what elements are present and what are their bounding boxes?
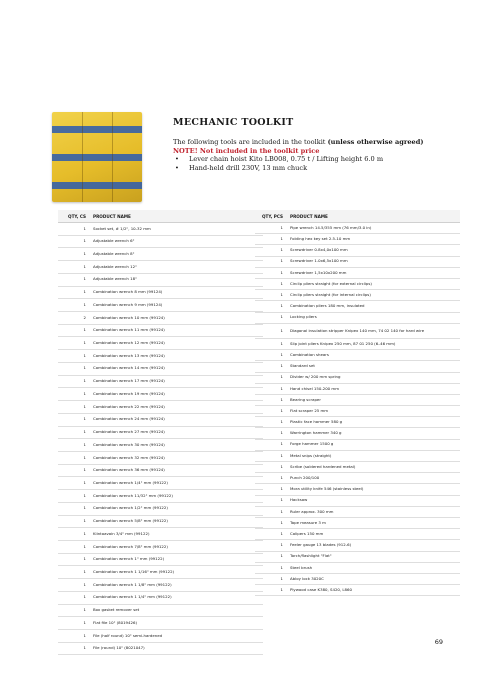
product-name-cell: Adjustable wrench 6"	[93, 238, 135, 244]
product-name-cell: Circlip pliers straight (for external circlips)	[290, 280, 372, 286]
table-row	[58, 274, 263, 287]
intro-plain: The following tools are included in the toolkit	[173, 138, 328, 146]
qty-cell: 1	[280, 340, 283, 346]
table-row	[58, 465, 263, 478]
qty-cell: 1	[280, 291, 283, 297]
table-row	[58, 592, 263, 605]
qty-cell: 1	[83, 365, 86, 371]
qty-column-header: QTY, CS	[68, 213, 86, 219]
qty-cell: 1	[280, 407, 283, 413]
product-name-cell: File (half round) 10" semi-hardened	[93, 632, 163, 638]
qty-cell: 1	[280, 419, 283, 425]
product-name-cell: Socket set, # 1/2", 10-32 mm	[93, 225, 151, 231]
extras-list	[173, 155, 463, 172]
qty-cell: 1	[280, 463, 283, 469]
product-name-cell: Forge hammer 1500 g	[290, 441, 334, 447]
table-row	[255, 540, 460, 551]
product-name-cell: Combination pliers 180 mm, insulated	[290, 303, 365, 309]
extras-item: • Lever chain hoist Kito LB008, 0.75 t / Lifting height 6.0 m	[173, 155, 463, 164]
table-row	[255, 585, 460, 596]
product-name-cell: Tape measure 3 m	[290, 519, 326, 525]
product-name-cell: Screwdriver 1.0x6,5x100 mm	[290, 258, 348, 264]
table-row	[58, 248, 263, 261]
table-row	[58, 427, 263, 440]
qty-cell: 1	[280, 269, 283, 275]
product-name-cell: Circlip pliers straight (for internal circlips)	[290, 291, 371, 297]
product-name-cell: Kiintoavain 3/4" mm (99122)	[93, 530, 150, 536]
qty-cell: 1	[280, 280, 283, 286]
product-name-cell: Adjustable wrench 18"	[93, 276, 137, 282]
table-row	[58, 299, 263, 312]
product-name-cell: Diagonal insulation stripper Knipex 140 mm, 74 02 140 for hard wire	[290, 327, 425, 333]
product-name-cell: Standard set	[290, 363, 315, 369]
table-row	[255, 313, 460, 324]
table-row	[58, 516, 263, 529]
table-row	[255, 473, 460, 484]
table-row	[255, 417, 460, 428]
qty-cell: 1	[83, 352, 86, 358]
table-header	[255, 210, 460, 223]
qty-cell: 1	[280, 564, 283, 570]
product-name-cell: Screwdriver 1,5x10x200 mm	[290, 269, 347, 275]
table-row	[58, 566, 263, 579]
intro-bold: (unless otherwise agreed)	[327, 138, 424, 146]
table-row	[255, 440, 460, 451]
table-row	[255, 384, 460, 395]
table-row	[58, 350, 263, 363]
product-name-cell: Combination wrench 1 1/8" mm (99122)	[93, 581, 172, 587]
qty-cell: 1	[280, 247, 283, 253]
product-name-cell: Metal snips (straight)	[290, 452, 332, 458]
qty-cell: 1	[280, 553, 283, 559]
qty-cell: 1	[280, 542, 283, 548]
qty-cell: 1	[83, 378, 86, 384]
table-row	[255, 529, 460, 540]
product-name-cell: Combination wrench 24 mm (99124)	[93, 416, 165, 422]
table-row	[255, 257, 460, 268]
table-row	[58, 401, 263, 414]
product-name-cell: Combination wrench 19 mm (99124)	[93, 390, 165, 396]
qty-cell: 1	[83, 492, 86, 498]
table-row	[255, 428, 460, 439]
table-row	[255, 301, 460, 312]
qty-cell: 1	[83, 251, 86, 256]
qty-cell: 1	[280, 519, 283, 525]
toolkit-header	[173, 117, 463, 172]
product-name-cell: Combination wrench 17 mm (99124)	[93, 378, 165, 384]
table-row	[58, 452, 263, 465]
product-name-cell: Combination wrench 11 mm (99124)	[93, 327, 165, 333]
product-name-cell: Pipe wrench 14.5/355 mm (76 mm/3.0 in)	[290, 224, 372, 230]
qty-cell: 1	[83, 301, 86, 307]
product-name-cell: Folding hex key set 2.5-10 mm	[290, 235, 351, 241]
qty-cell: 1	[83, 327, 86, 333]
product-name-cell: Combination wrench 11/32" mm (99122)	[93, 492, 173, 498]
table-row	[58, 414, 263, 427]
qty-cell: 1	[83, 390, 86, 396]
left-product-table	[58, 210, 263, 655]
product-name-cell: Combination wrench 1/2" mm (99122)	[93, 505, 168, 511]
qty-cell: 1	[83, 238, 86, 244]
table-row	[255, 462, 460, 473]
table-row	[255, 574, 460, 585]
qty-cell: 1	[280, 363, 283, 369]
product-name-cell: Combination wrench 30 mm (99124)	[93, 441, 165, 447]
right-product-table	[255, 210, 460, 596]
qty-cell: 1	[83, 607, 86, 613]
qty-cell: 1	[280, 351, 283, 357]
qty-cell: 1	[280, 327, 283, 333]
table-row	[58, 541, 263, 554]
qty-cell: 1	[280, 303, 283, 309]
product-name-cell: Plastic face hammer 580 g	[290, 419, 343, 425]
qty-cell: 1	[83, 505, 86, 511]
product-name-cell: Screwdriver 0.8x4,0x100 mm	[290, 247, 348, 253]
table-row	[58, 325, 263, 338]
qty-cell: 1	[83, 518, 86, 524]
table-row	[58, 477, 263, 490]
product-name-cell: Combination wrench 1 1/4" mm (99122)	[93, 594, 172, 600]
table-row	[255, 339, 460, 350]
qty-cell: 1	[280, 314, 283, 320]
qty-cell: 1	[280, 396, 283, 402]
product-name-cell: Slip joint pliers Knipex 250 mm, 87 01 250 (6–46 mm)	[290, 340, 396, 346]
qty-cell: 1	[83, 632, 86, 638]
extras-item: • Hand-held drill 230V, 13 mm chuck	[173, 164, 463, 173]
product-name-cell: Combination wrench 1/4" mm (99122)	[93, 479, 168, 485]
product-name-cell: Combination wrench 14 mm (99124)	[93, 365, 165, 371]
table-row	[255, 324, 460, 339]
product-name-cell: Hacksaw	[290, 497, 308, 503]
table-row	[255, 484, 460, 495]
qty-cell: 1	[83, 403, 86, 409]
product-name-cell: Ruler approx. 300 mm	[290, 508, 334, 514]
table-row	[255, 290, 460, 301]
table-row	[58, 439, 263, 452]
table-row	[58, 528, 263, 541]
product-name-cell: Combination wrench 5/8" mm (99122)	[93, 518, 168, 524]
product-name-cell: Divider w/ 200 mm spring	[290, 374, 341, 380]
table-row	[255, 406, 460, 417]
product-name-cell: Abloy lock 3020C	[290, 575, 324, 581]
qty-cell: 1	[83, 429, 86, 435]
name-column-header: PRODUCT NAME	[93, 213, 131, 219]
product-name-cell: Feeler gauge 13 blades (912-6)	[290, 542, 352, 548]
product-name-cell: Combination wrench 7/8" mm (99122)	[93, 543, 168, 549]
table-row	[58, 388, 263, 401]
qty-cell: 1	[83, 543, 86, 549]
qty-cell: 1	[83, 556, 86, 562]
product-name-cell: Combination wrench 9 mm (99124)	[93, 301, 163, 307]
product-name-cell: Adjustable wrench 8"	[93, 251, 135, 256]
product-name-cell: Combination wrench 1" mm (99122)	[93, 556, 165, 562]
table-row	[255, 361, 460, 372]
product-name-cell: Torch/flashlight "Flat"	[290, 553, 332, 559]
table-row	[58, 643, 263, 656]
toolkit-product-photo	[52, 112, 142, 202]
qty-cell: 2	[83, 314, 86, 320]
qty-cell: 1	[83, 645, 86, 651]
product-name-cell: Bearing scraper	[290, 396, 321, 402]
table-row	[58, 490, 263, 503]
table-row	[255, 245, 460, 256]
product-name-cell: Combination shears	[290, 351, 329, 357]
table-row	[255, 563, 460, 574]
product-name-cell: Flat file 10" (8019426)	[93, 619, 137, 625]
product-name-cell: Combination wrench 32 mm (99124)	[93, 454, 165, 460]
qty-cell: 1	[83, 479, 86, 485]
product-name-cell: Mora utility knife 546 (stainless steel)	[290, 486, 364, 492]
qty-cell: 1	[280, 452, 283, 458]
qty-cell: 1	[280, 430, 283, 436]
price-note: NOTE! Not included in the toolkit price	[173, 146, 320, 155]
table-row	[58, 376, 263, 389]
qty-cell: 1	[280, 235, 283, 241]
table-row	[255, 268, 460, 279]
qty-cell: 1	[280, 224, 283, 230]
table-row	[255, 552, 460, 563]
table-row	[255, 507, 460, 518]
table-row	[58, 630, 263, 643]
qty-cell: 1	[280, 258, 283, 264]
name-column-header: PRODUCT NAME	[290, 213, 328, 219]
product-name-cell: Calipers 150 mm	[290, 530, 324, 536]
table-row	[255, 234, 460, 245]
qty-cell: 1	[83, 619, 86, 625]
qty-cell: 1	[83, 225, 86, 231]
product-name-cell: Punch 200/100	[290, 475, 320, 481]
table-row	[58, 337, 263, 350]
qty-cell: 1	[280, 530, 283, 536]
product-name-cell: Flat scraper 25 mm	[290, 407, 329, 413]
left-table-body	[58, 223, 263, 655]
product-name-cell: Locking pliers	[290, 314, 317, 320]
table-row	[58, 223, 263, 236]
product-name-cell: Combination wrench 22 mm (99124)	[93, 403, 165, 409]
table-header	[58, 210, 263, 223]
product-name-cell: Box gasket remover set	[93, 607, 140, 613]
product-name-cell: Combination wrench 1 1/16" mm (99122)	[93, 568, 175, 574]
table-row	[58, 503, 263, 516]
table-row	[58, 261, 263, 274]
qty-cell: 1	[83, 530, 86, 536]
product-name-cell: Plywood case K380, S420, L860	[290, 586, 352, 592]
qty-cell: 1	[280, 475, 283, 481]
qty-cell: 1	[83, 340, 86, 346]
qty-cell: 1	[280, 441, 283, 447]
product-name-cell: File (round) 10" (8021047)	[93, 645, 145, 651]
table-row	[58, 312, 263, 325]
qty-cell: 1	[83, 454, 86, 460]
product-name-cell: Combination wrench 12 mm (99124)	[93, 340, 165, 346]
product-name-cell: Adjustable wrench 12"	[93, 263, 137, 269]
product-name-cell: Combination wrench 10 mm (99124)	[93, 314, 165, 320]
page-title: MECHANIC TOOLKIT	[173, 117, 294, 128]
qty-cell: 1	[83, 467, 86, 473]
table-row	[58, 579, 263, 592]
qty-cell: 1	[83, 594, 86, 600]
product-name-cell: Hand chisel 150-200 mm	[290, 385, 339, 391]
table-row	[255, 518, 460, 529]
table-row	[58, 554, 263, 567]
table-row	[255, 373, 460, 384]
product-name-cell: Combination wrench 27 mm (99124)	[93, 429, 165, 435]
product-name-cell: Warrington hammer 340 g	[290, 430, 342, 436]
intro-text	[173, 138, 463, 147]
table-row	[255, 279, 460, 290]
qty-cell: 1	[83, 289, 86, 295]
product-name-cell: Scribe (soldered hardened metal)	[290, 463, 356, 469]
qty-cell: 1	[83, 276, 86, 282]
table-row	[255, 350, 460, 361]
product-name-cell: Steel brush	[290, 564, 313, 570]
qty-cell: 1	[83, 263, 86, 269]
qty-cell: 1	[83, 441, 86, 447]
product-name-cell: Combination wrench 13 mm (99124)	[93, 352, 165, 358]
qty-cell: 1	[280, 374, 283, 380]
product-name-cell: Combination wrench 36 mm (99124)	[93, 467, 165, 473]
table-row	[58, 617, 263, 630]
table-row	[255, 451, 460, 462]
table-row	[255, 496, 460, 507]
qty-cell: 1	[280, 508, 283, 514]
table-row	[58, 605, 263, 618]
qty-cell: 1	[83, 581, 86, 587]
qty-cell: 1	[280, 385, 283, 391]
page-number: 69	[434, 638, 443, 646]
qty-cell: 1	[83, 568, 86, 574]
product-name-cell: Combination wrench 8 mm (99124)	[93, 289, 163, 295]
qty-cell: 1	[280, 486, 283, 492]
table-row	[58, 363, 263, 376]
table-row	[255, 223, 460, 234]
qty-column-header: QTY, PCS	[261, 213, 283, 219]
right-table-body	[255, 223, 460, 596]
qty-cell: 1	[280, 575, 283, 581]
table-row	[58, 287, 263, 300]
qty-cell: 1	[280, 497, 283, 503]
table-row	[255, 395, 460, 406]
table-row	[58, 236, 263, 249]
qty-cell: 1	[280, 586, 283, 592]
qty-cell: 1	[83, 416, 86, 422]
